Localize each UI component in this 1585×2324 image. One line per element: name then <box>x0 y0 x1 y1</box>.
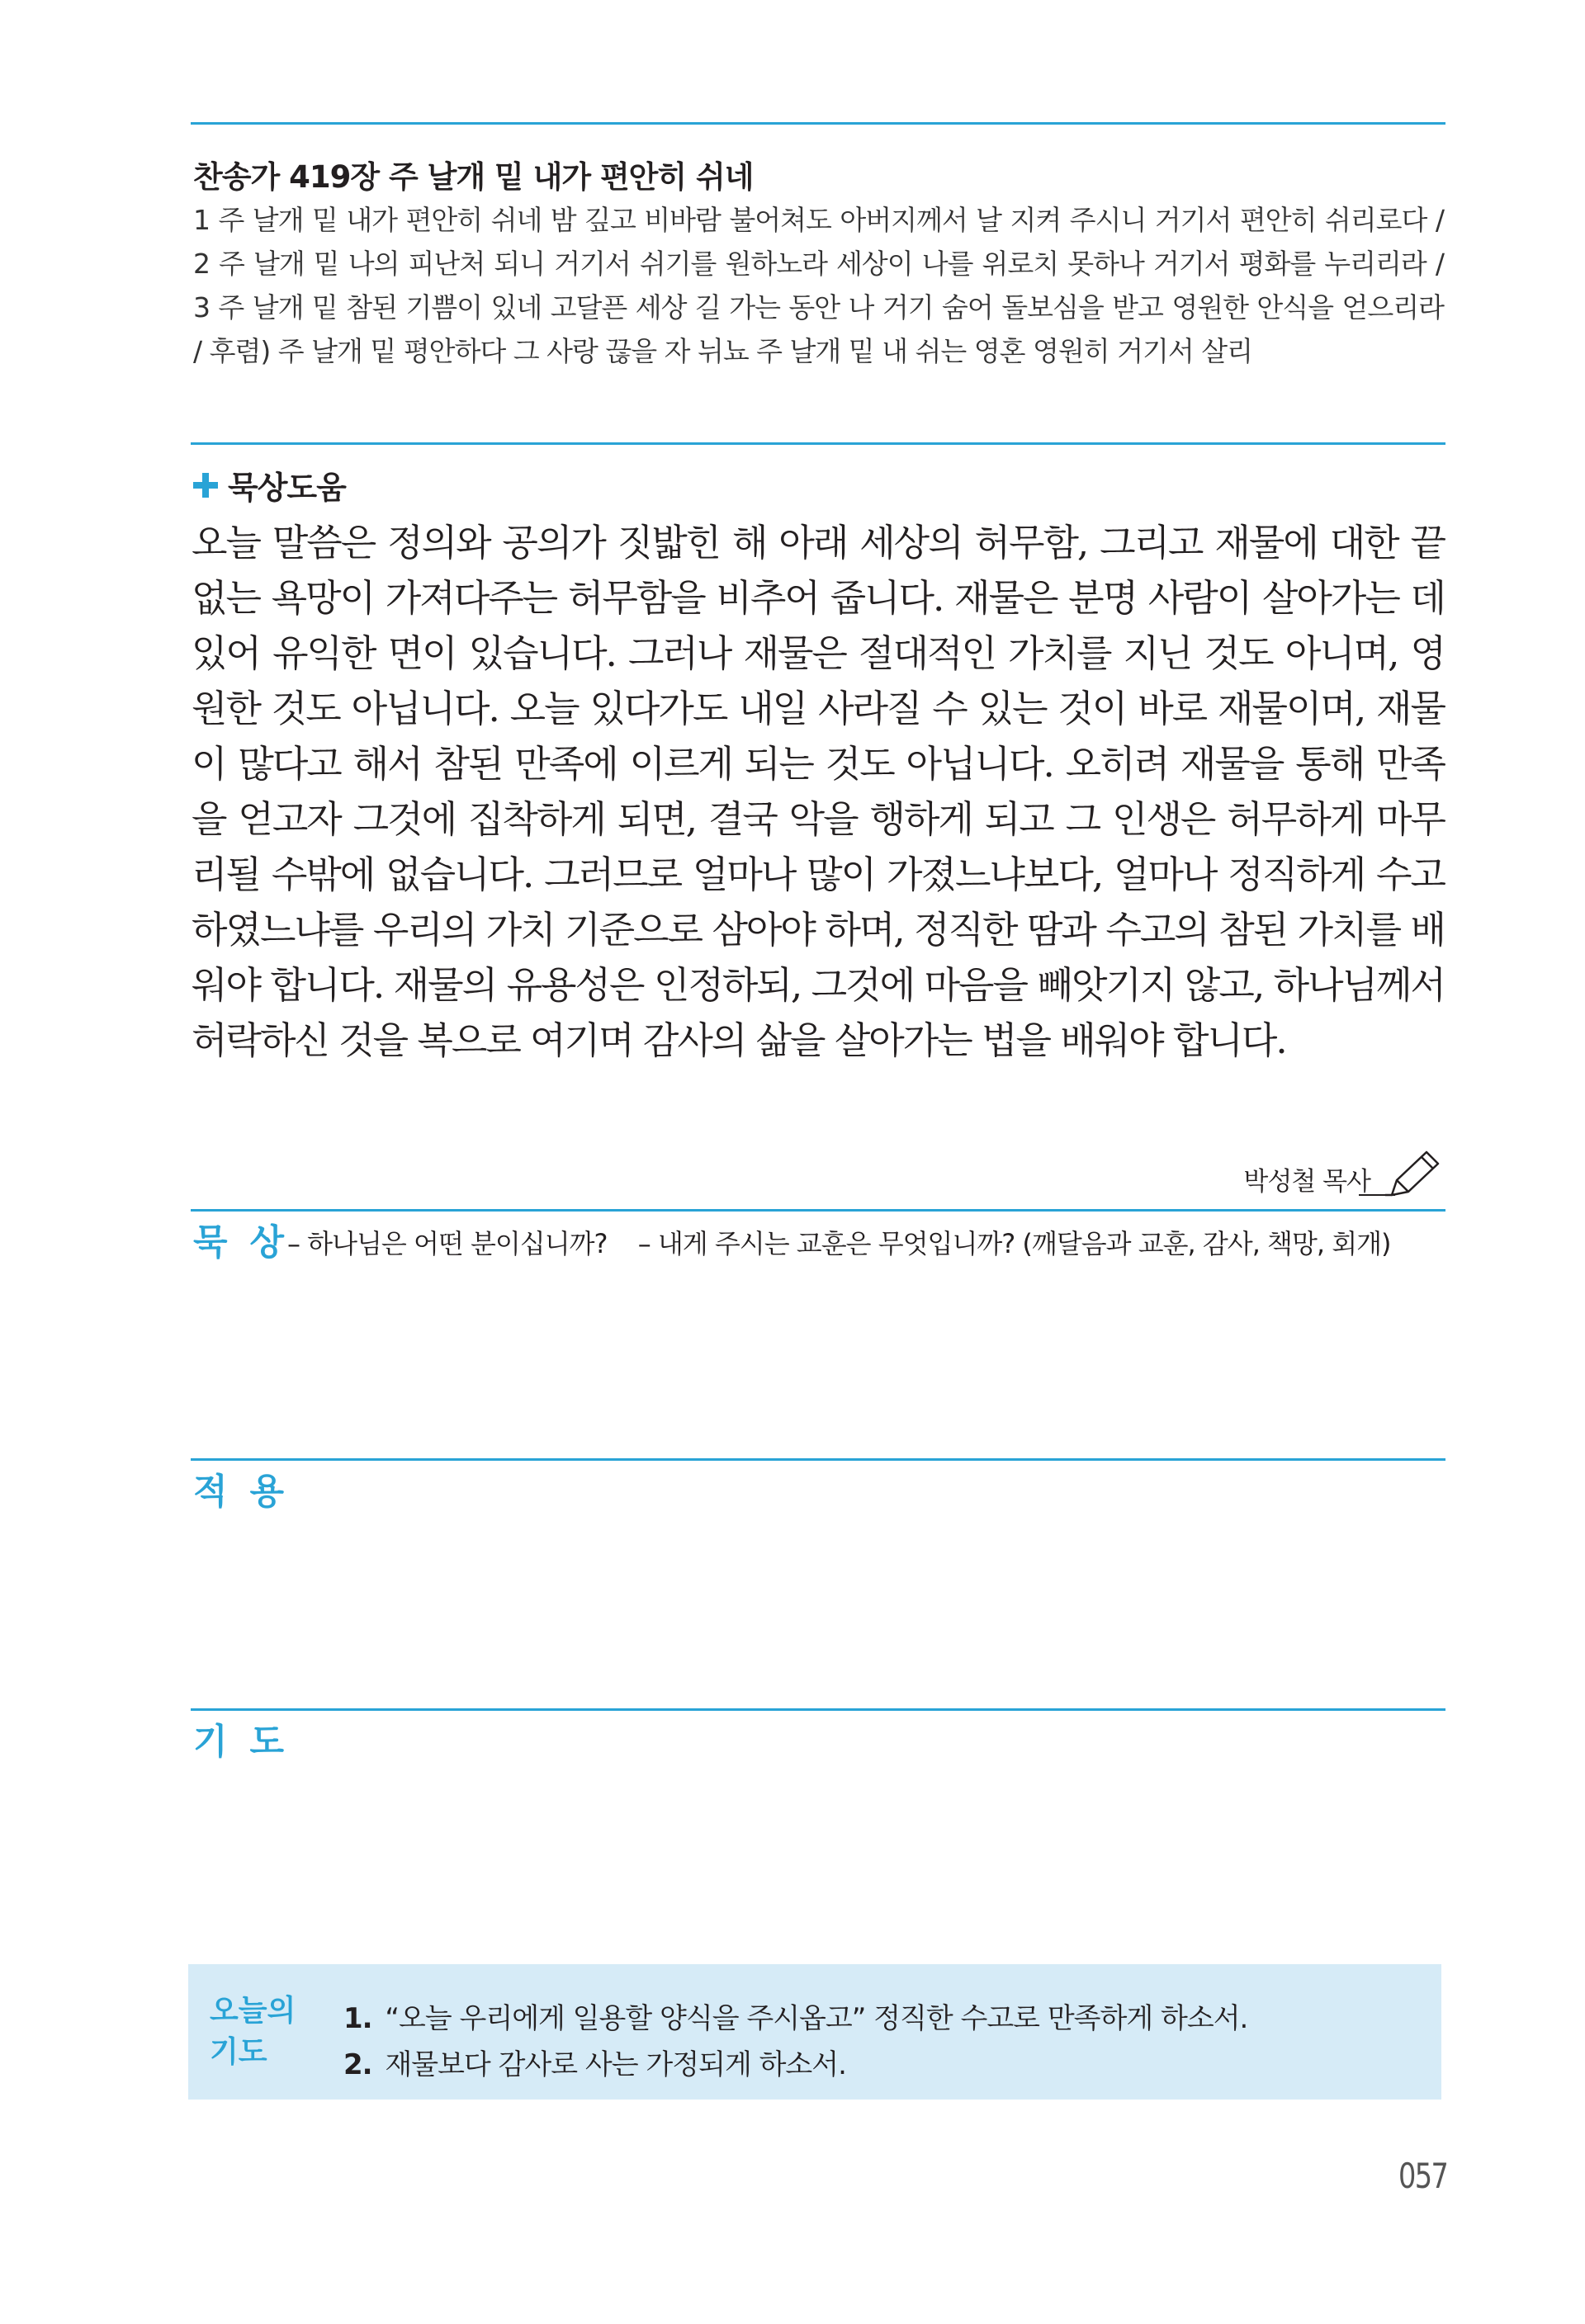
prayer-item-text: “오늘 우리에게 일용할 양식을 주시옵고” 정직한 수고로 만족하게 하소서. <box>385 2002 1248 2035</box>
meditation-prompt-1: – 하나님은 어떤 분이십니까? <box>287 1228 608 1259</box>
page-number: 057 <box>1398 2156 1448 2196</box>
application-label: 적 용 <box>193 1471 290 1513</box>
prayer-rule <box>191 1708 1445 1711</box>
todays-prayer-box <box>188 1964 1441 2100</box>
todays-prayer-label-line1: 오늘의 <box>210 1994 296 2028</box>
prayer-item-number: 1. <box>343 2002 372 2035</box>
meditation-help-title: 묵상도움 <box>228 470 346 506</box>
meditation-prompt-2: – 내게 주시는 교훈은 무엇입니까? (깨달음과 교훈, 감사, 책망, 회개) <box>637 1228 1391 1259</box>
todays-prayer-label <box>210 1991 300 2073</box>
prayer-item <box>343 2042 1247 2088</box>
author-name: 박성철 목사 <box>1243 1167 1370 1197</box>
todays-prayer-items <box>343 1996 1247 2088</box>
prayer-item <box>343 1996 1247 2042</box>
hymn-bottom-rule <box>191 442 1445 445</box>
meditation-help-body: 오늘 말씀은 정의와 공의가 짓밟힌 해 아래 세상의 허무함, 그리고 재물에 대한 끝없는 욕망이 가져다주는 허무함을 비추어 줍니다. 재물은 분명 사람이 살아가는 데 있어 유익한 면이 있습니다. 그러나 재물은 절대적인 가치를 지닌 것도 아니며, 영원한 것도 아닙니다. 오늘 있다가도 내일 사라질 수 있는 것이 바로 재물이며, 재물이 많다고 해서 참된 만족에 이르게 되는 것도 아닙니다. 오히려 재물을 통해 만족을 얻고자 그것에 집착하게 되면, 결국 악을 행하게 되고 그 인생은 허무하게 마무리될 수밖에 없습니다. 그러므로 얼마나 많이 가졌느냐보다, 얼마나 정직하게 수고하였느냐를 우리의 가치 기준으로 삼아야 하며, 정직한 땀과 수고의 참된 가치를 배워야 합니다. 재물의 유용성은 인정하되, 그것에 마음을 빼앗기지 않고, 하나님께서 허락하신 것을 복으로 여기며 감사의 삶을 살아가는 법을 배워야 합니다. <box>192 521 1445 1062</box>
todays-prayer-label-line2: 기도 <box>210 2035 267 2069</box>
meditation-prompts <box>287 1223 1414 1261</box>
plus-icon <box>193 473 218 498</box>
meditation-help-heading <box>193 462 346 508</box>
meditation-label: 묵 상 <box>193 1222 290 1264</box>
prayer-item-number: 2. <box>343 2048 372 2081</box>
pencil-icon <box>1385 1147 1445 1200</box>
hymn-lyrics: 1 주 날개 밑 내가 편안히 쉬네 밤 깊고 비바람 불어쳐도 아버지께서 날 지켜 주시니 거기서 편안히 쉬리로다 / 2 주 날개 밑 나의 피난처 되니 거기서 쉬기를 원하노라 세상이 나를 위로치 못하나 거기서 평화를 누리리라 / 3 주 날개 밑 참된 기쁨이 있네 고달픈 세상 길 가는 동안 나 거기 숨어 돌보심을 받고 영원한 안식을 얻으리라 / 후렴) 주 날개 밑 평안하다 그 사랑 끊을 자 뉘뇨 주 날개 밑 내 쉬는 영혼 영원히 거기서 살리 <box>193 204 1444 367</box>
hymn-title: 찬송가 419장 주 날개 밑 내가 편안히 쉬네 <box>193 159 754 195</box>
prayer-label: 기 도 <box>193 1722 290 1763</box>
top-rule <box>191 122 1445 125</box>
prayer-item-text: 재물보다 감사로 사는 가정되게 하소서. <box>385 2048 846 2081</box>
application-rule <box>191 1458 1445 1461</box>
meditation-rule <box>191 1209 1445 1212</box>
author-signature <box>1230 1147 1445 1205</box>
